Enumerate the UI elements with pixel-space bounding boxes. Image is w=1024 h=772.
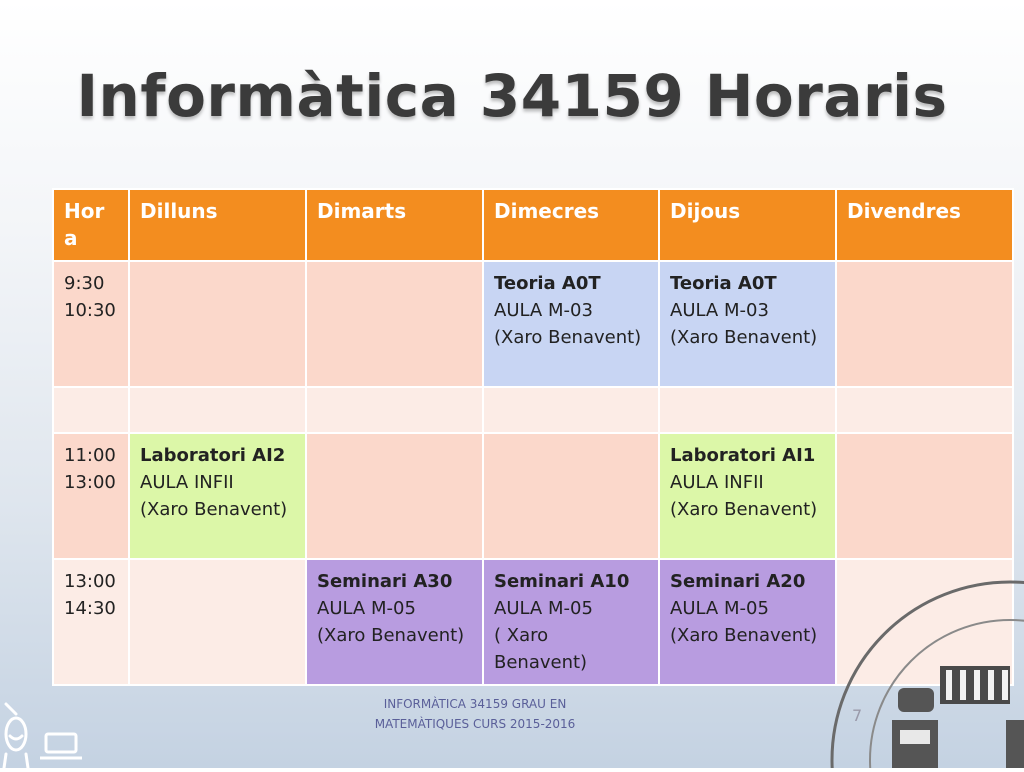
- university-seal-icon: [820, 570, 1024, 768]
- header-dilluns: Dilluns: [129, 189, 306, 261]
- empty-cell: [129, 387, 306, 433]
- time-end: 10:30: [64, 300, 116, 321]
- empty-cell: [129, 261, 306, 387]
- class-teacher: (Xaro Benavent): [494, 327, 642, 348]
- slide-title: Informàtica 34159 Horaris: [76, 62, 948, 130]
- time-start: 13:00: [64, 571, 116, 592]
- slide-footer: [320, 694, 630, 734]
- class-teacher: ( Xaro: [494, 625, 549, 646]
- empty-cell: [836, 433, 1013, 559]
- class-name: Seminari A20: [670, 571, 806, 592]
- class-name: Seminari A30: [317, 571, 453, 592]
- table-row: [53, 261, 1013, 387]
- class-room: AULA M-05: [317, 598, 416, 619]
- empty-cell: [483, 387, 659, 433]
- empty-cell: [836, 387, 1013, 433]
- student-with-computer-logo: [0, 696, 90, 772]
- class-name: Laboratori AI1: [670, 445, 816, 466]
- time-end: 14:30: [64, 598, 116, 619]
- class-cell-teoria: [659, 261, 836, 387]
- header-dijous: Dijous: [659, 189, 836, 261]
- empty-cell: [306, 433, 483, 559]
- class-cell-laboratori: [129, 433, 306, 559]
- class-teacher: Benavent): [494, 652, 588, 673]
- empty-cell: [659, 387, 836, 433]
- class-teacher: (Xaro Benavent): [140, 499, 288, 520]
- class-cell-seminari: [306, 559, 483, 685]
- empty-cell: [483, 433, 659, 559]
- class-room: AULA INFII: [140, 472, 234, 493]
- class-room: AULA M-03: [494, 300, 593, 321]
- header-dimecres: Dimecres: [483, 189, 659, 261]
- class-name: Teoria A0T: [494, 273, 601, 294]
- empty-cell: [306, 261, 483, 387]
- time-cell: [53, 261, 129, 387]
- time-start: 9:30: [64, 273, 105, 294]
- header-divendres: Divendres: [836, 189, 1013, 261]
- table-row-spacer: [53, 387, 1013, 433]
- class-cell-teoria: [483, 261, 659, 387]
- class-room: AULA M-05: [670, 598, 769, 619]
- class-teacher: (Xaro Benavent): [670, 327, 818, 348]
- empty-cell: [129, 559, 306, 685]
- footer-line: MATEMÀTIQUES CURS 2015-2016: [374, 717, 576, 731]
- time-end: 13:00: [64, 472, 116, 493]
- class-teacher: (Xaro Benavent): [670, 499, 818, 520]
- class-room: AULA M-05: [494, 598, 593, 619]
- header-hora: Hor a: [53, 189, 129, 261]
- header-row: [53, 189, 1013, 261]
- class-name: Laboratori AI2: [140, 445, 286, 466]
- empty-cell: [306, 387, 483, 433]
- footer-line: INFORMÀTICA 34159 GRAU EN: [383, 697, 567, 711]
- class-teacher: (Xaro Benavent): [670, 625, 818, 646]
- class-teacher: (Xaro Benavent): [317, 625, 465, 646]
- page-number: 7: [852, 706, 863, 725]
- class-cell-seminari: [659, 559, 836, 685]
- class-name: Teoria A0T: [670, 273, 777, 294]
- time-cell: [53, 433, 129, 559]
- empty-cell: [836, 261, 1013, 387]
- time-start: 11:00: [64, 445, 116, 466]
- class-cell-laboratori: [659, 433, 836, 559]
- class-name: Seminari A10: [494, 571, 630, 592]
- class-room: AULA INFII: [670, 472, 764, 493]
- class-cell-seminari: [483, 559, 659, 685]
- empty-cell: [53, 387, 129, 433]
- table-row: [53, 433, 1013, 559]
- time-cell: [53, 559, 129, 685]
- class-room: AULA M-03: [670, 300, 769, 321]
- header-dimarts: Dimarts: [306, 189, 483, 261]
